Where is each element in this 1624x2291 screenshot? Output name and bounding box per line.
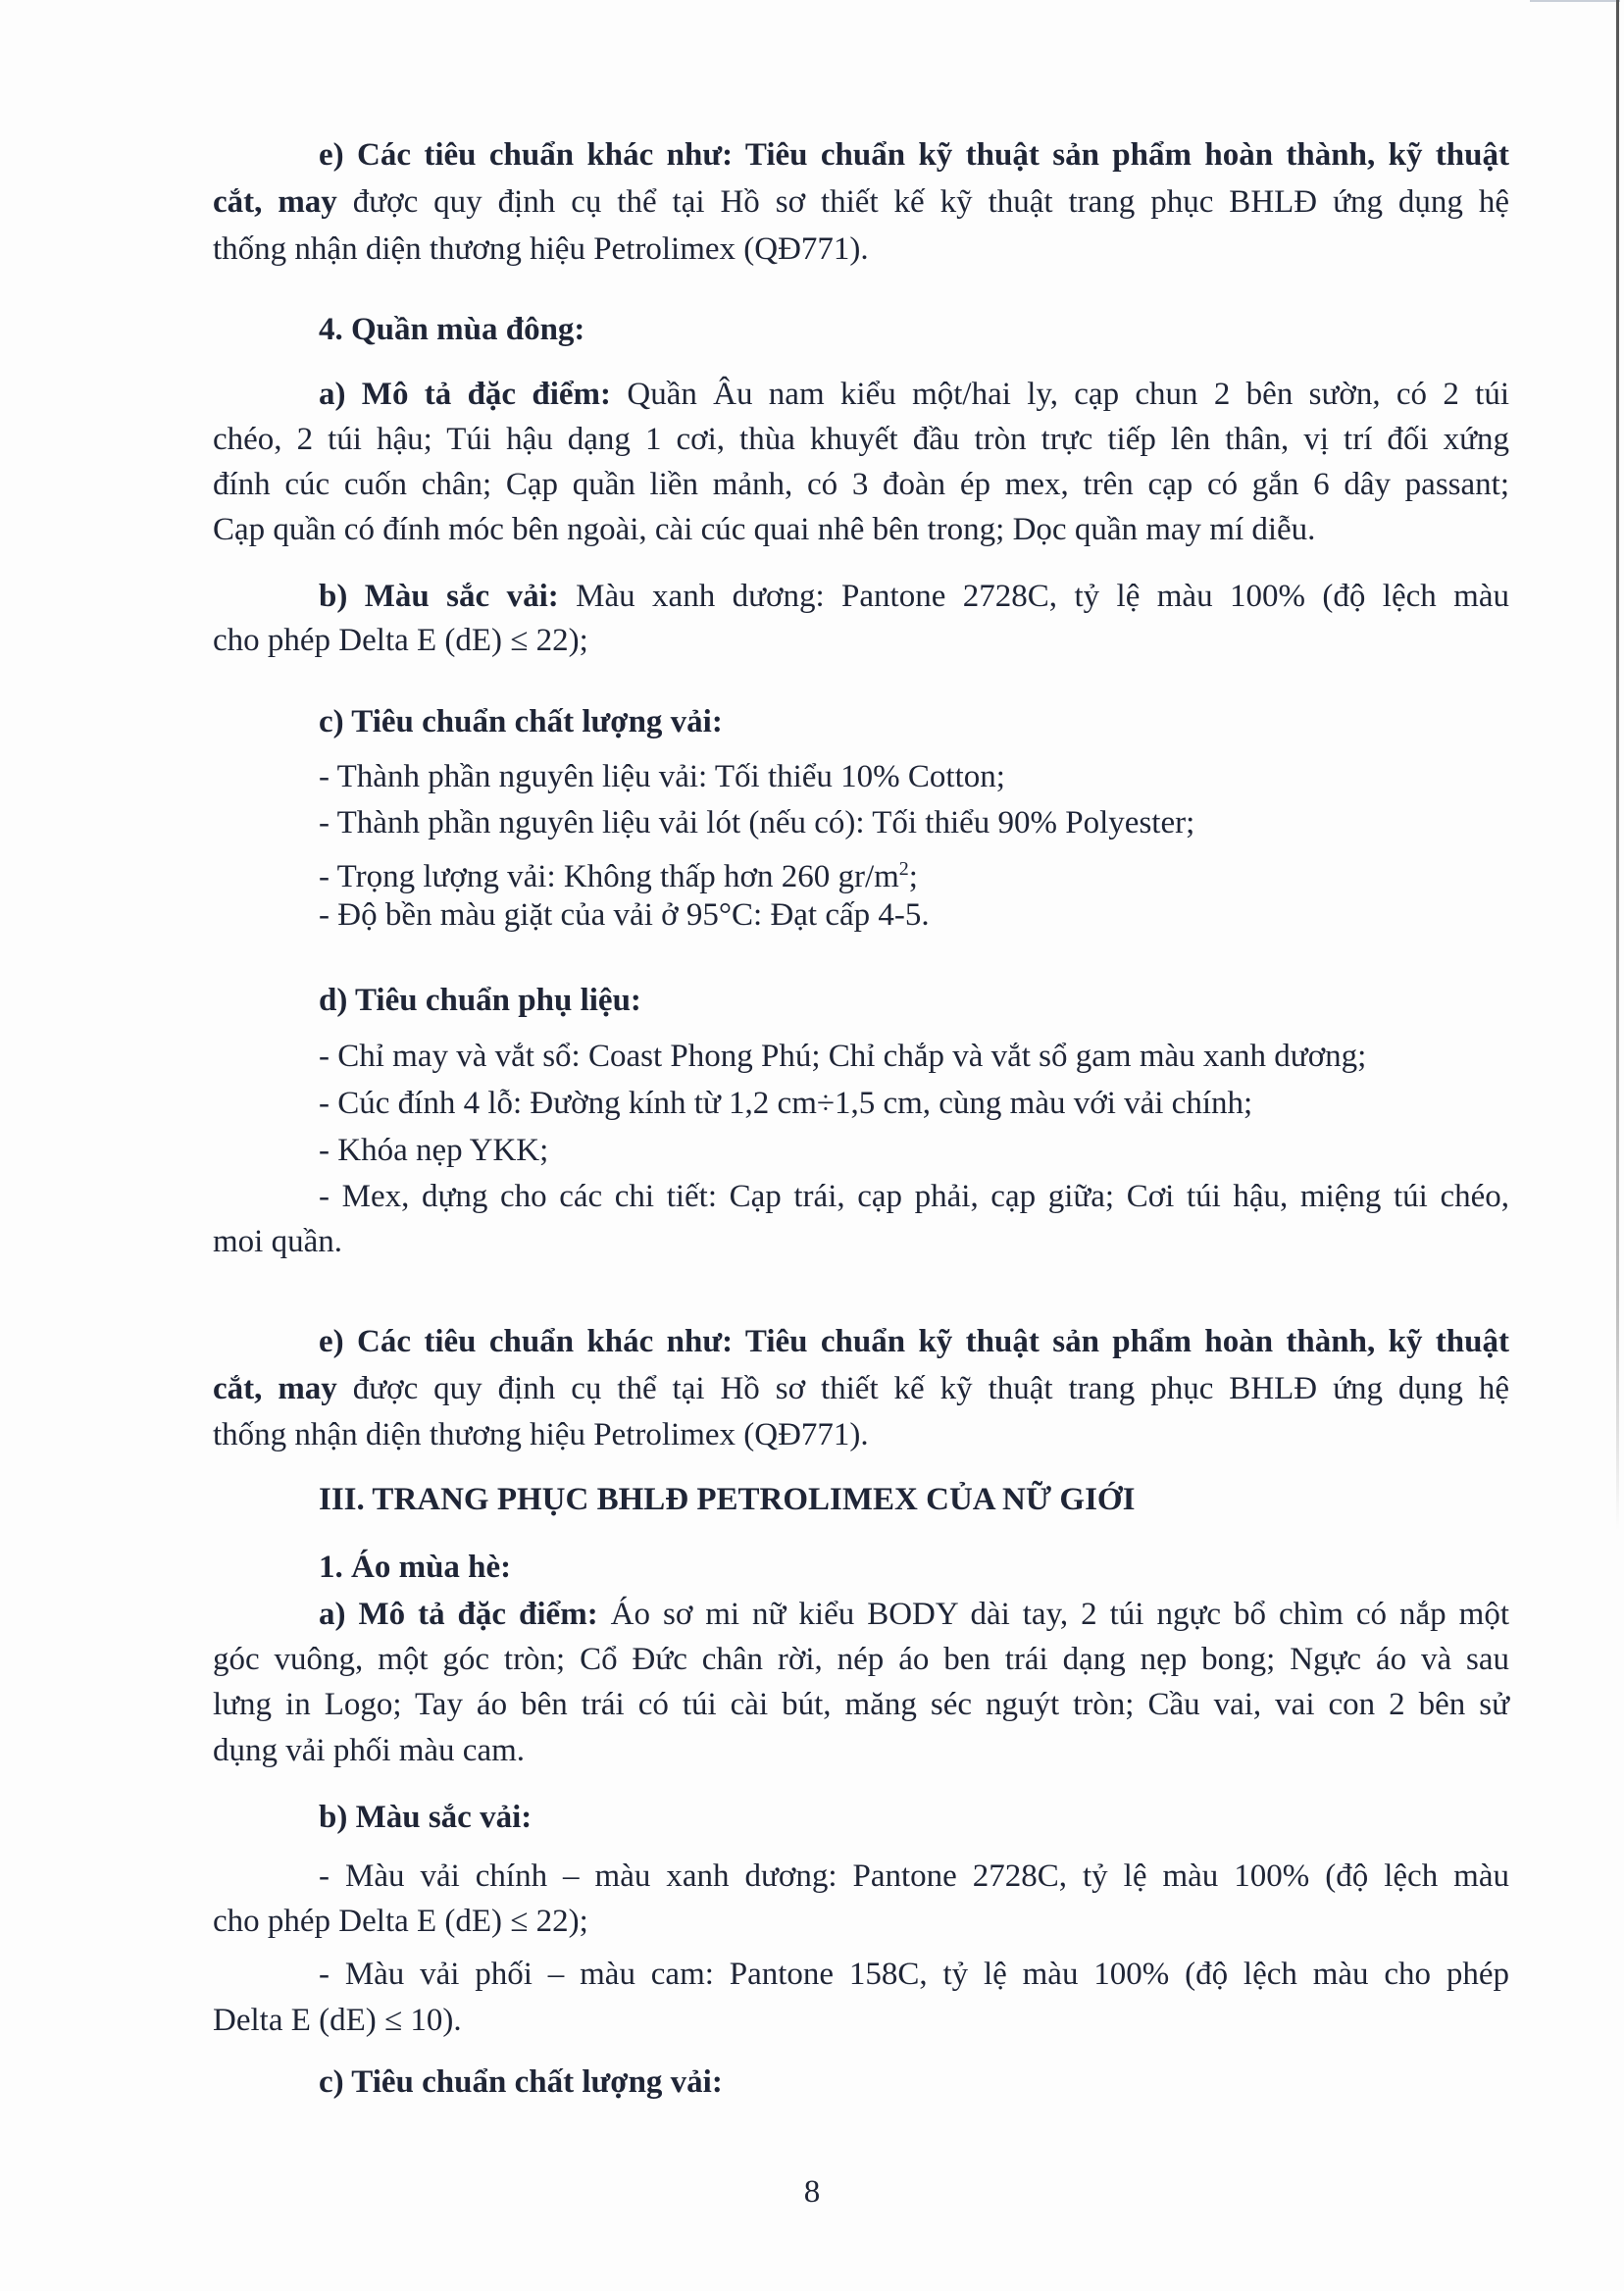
section-c-label: c) Tiêu chuẩn chất lượng vải:	[319, 704, 723, 739]
superscript: 2	[898, 858, 909, 880]
section-b2-item2-cont: Delta E (dE) ≤ 10).	[213, 2003, 462, 2038]
section-b-label: b) Màu sắc vải:	[319, 579, 559, 614]
section-c-item: - Thành phần nguyên liệu vải: Tối thiểu 10% Cotton;	[319, 759, 1005, 794]
section-a-text: Quần Âu nam kiểu một/hai ly, cạp chun 2 bên sườn, có 2 túi	[611, 377, 1509, 412]
section-b2-item2: - Màu vải phối – màu cam: Pantone 158C, tỷ lệ màu 100% (độ lệch màu cho phép	[319, 1957, 1509, 1992]
scan-edge-top	[1530, 0, 1620, 2]
section-e2-text: được quy định cụ thể tại Hồ sơ thiết kế kỹ thuật trang phục BHLĐ ứng dụng hệ	[336, 1371, 1509, 1406]
page-number: 8	[803, 2174, 821, 2210]
section-a2-line1	[319, 1595, 1509, 1634]
section-c-item-tail: ;	[908, 859, 918, 894]
section-d-item: - Cúc đính 4 lỗ: Đường kính từ 1,2 cm÷1,5 cm, cùng màu với vải chính;	[319, 1086, 1253, 1121]
section-b-line1	[319, 577, 1509, 616]
section-c-item: - Thành phần nguyên liệu vải lót (nếu có): Tối thiểu 90% Polyester;	[319, 805, 1195, 840]
section-e-text: được quy định cụ thể tại Hồ sơ thiết kế kỹ thuật trang phục BHLĐ ứng dụng hệ	[336, 184, 1509, 220]
section-d-label: d) Tiêu chuẩn phụ liệu:	[319, 983, 641, 1018]
section-b2-item1: - Màu vải chính – màu xanh dương: Pantone 2728C, tỷ lệ màu 100% (độ lệch màu	[319, 1858, 1509, 1894]
scan-edge-line	[1616, 0, 1619, 1530]
heading-III: III. TRANG PHỤC BHLĐ PETROLIMEX CỦA NỮ GIỚI	[319, 1482, 1136, 1517]
section-a2-label: a) Mô tả đặc điểm:	[319, 1597, 598, 1632]
section-c2-label: c) Tiêu chuẩn chất lượng vải:	[319, 2064, 723, 2100]
section-d-item: - Khóa nẹp YKK;	[319, 1133, 549, 1168]
section-e2-line3: thống nhận diện thương hiệu Petrolimex (QĐ771).	[213, 1417, 869, 1452]
section-b2-item1-cont: cho phép Delta E (dE) ≤ 22);	[213, 1904, 588, 1939]
section-a-line1	[319, 375, 1509, 414]
section-d-item-cont: moi quần.	[213, 1224, 342, 1259]
section-e-bold: cắt, may	[213, 184, 337, 220]
section-a2-line2: góc vuông, một góc tròn; Cổ Đức chân rời, nép áo ben trái dạng nẹp bong; Ngực áo và sau	[213, 1642, 1509, 1677]
heading-4: 4. Quần mùa đông:	[319, 312, 585, 347]
section-a2-line3: lưng in Logo; Tay áo bên trái có túi cài bút, măng séc nguýt tròn; Cầu vai, vai con 2 bên sử	[213, 1687, 1509, 1722]
section-e2-line2	[213, 1369, 1509, 1408]
section-b-line2: cho phép Delta E (dE) ≤ 22);	[213, 623, 588, 658]
section-d-item: - Chỉ may và vắt sổ: Coast Phong Phú; Chỉ chắp và vắt sổ gam màu xanh dương;	[319, 1039, 1367, 1074]
section-c-item	[319, 849, 1509, 896]
section-a2-line4: dụng vải phối màu cam.	[213, 1733, 526, 1768]
section-e2-bold: cắt, may	[213, 1371, 337, 1406]
section-e-line3: thống nhận diện thương hiệu Petrolimex (QĐ771).	[213, 231, 869, 267]
section-a-line2: chéo, 2 túi hậu; Túi hậu dạng 1 cơi, thùa khuyết đầu tròn trực tiếp lên thân, vị trí đối xứng	[213, 422, 1509, 457]
section-c-item-text: - Trọng lượng vải: Không thấp hơn 260 gr/m	[319, 859, 899, 894]
section-e-lead: e) Các tiêu chuẩn khác như: Tiêu chuẩn kỹ thuật sản phẩm hoàn thành, kỹ thuật	[319, 137, 1509, 173]
heading-1: 1. Áo mùa hè:	[319, 1550, 512, 1585]
section-b-text: Màu xanh dương: Pantone 2728C, tỷ lệ màu 100% (độ lệch màu	[558, 579, 1509, 614]
section-d-item: - Mex, dựng cho các chi tiết: Cạp trái, cạp phải, cạp giữa; Cơi túi hậu, miệng túi chéo,	[319, 1179, 1509, 1214]
section-e-line2	[213, 182, 1509, 222]
section-b2-label: b) Màu sắc vải:	[319, 1800, 533, 1835]
section-a2-text: Áo sơ mi nữ kiểu BODY dài tay, 2 túi ngực bổ chìm có nắp một	[597, 1597, 1509, 1632]
section-c-item: - Độ bền màu giặt của vải ở 95°C: Đạt cấp 4-5.	[319, 897, 930, 933]
section-a-line3: đính cúc cuốn chân; Cạp quần liền mảnh, có 3 đoàn ép mex, trên cạp có gắn 6 dây passant;	[213, 467, 1509, 502]
section-a-line4: Cạp quần có đính móc bên ngoài, cài cúc quai nhê bên trong; Dọc quần may mí diễu.	[213, 512, 1316, 547]
section-a-label: a) Mô tả đặc điểm:	[319, 377, 612, 412]
section-e2-lead: e) Các tiêu chuẩn khác như: Tiêu chuẩn kỹ thuật sản phẩm hoàn thành, kỹ thuật	[319, 1324, 1509, 1359]
